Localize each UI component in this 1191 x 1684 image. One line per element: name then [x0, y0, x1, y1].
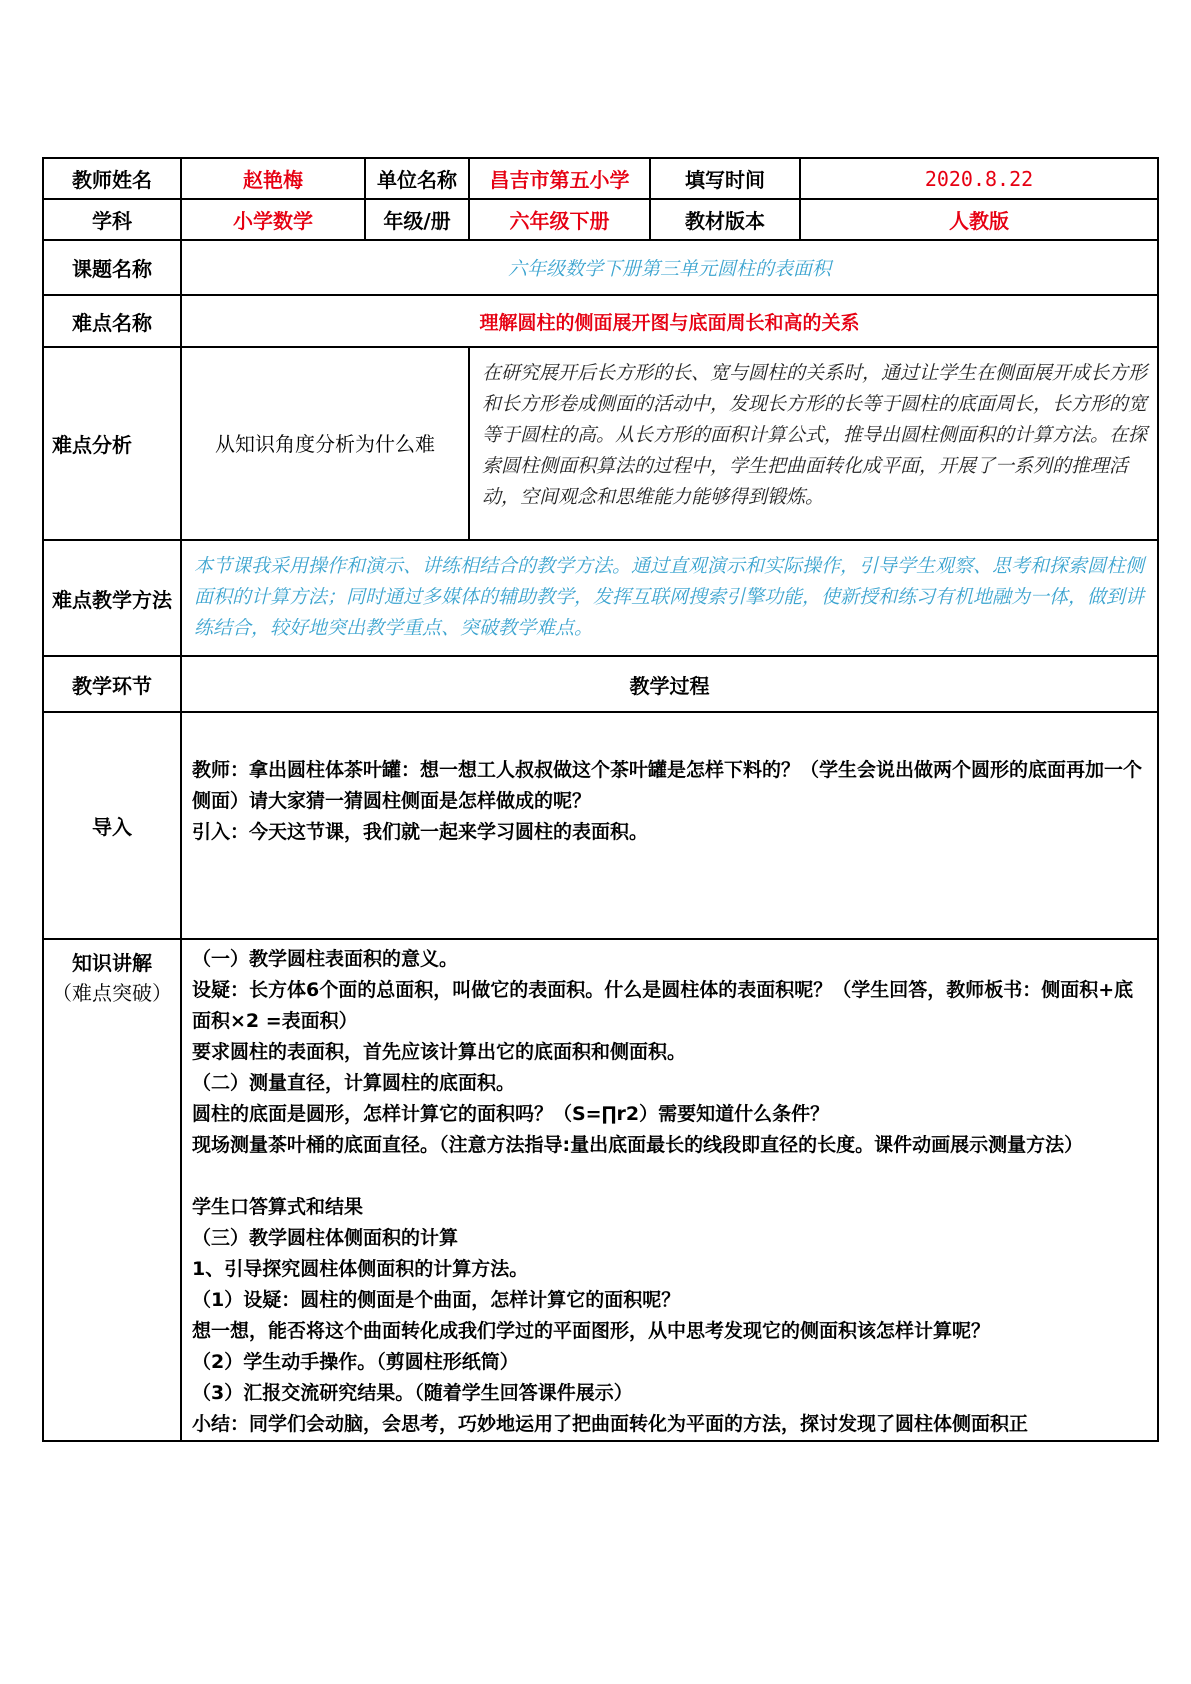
lesson-plan-table [42, 157, 1159, 1442]
date-label: 填写时间 [650, 158, 800, 199]
knowledge-label-line-1: 知识讲解 [72, 951, 152, 975]
knowledge-line: （2）学生动手操作。（剪圆柱形纸筒） [192, 1351, 519, 1373]
analysis-text: 在研究展开后长方形的长、宽与圆柱的关系时，通过让学生在侧面展开成长方形和长方形卷成侧面的活动中，发现长方形的长等于圆柱的底面周长，长方形的宽等于圆柱的高。从长方形的面积计算公式，推导出圆柱侧面积的计算方法。在探索圆柱侧面积算法的过程中，学生把曲面转化成平面，开展了一系列的推理活动，空间观念和思维能力能够得到锻炼。 [469, 347, 1158, 540]
topic-row [43, 240, 1158, 295]
subject-label: 学科 [43, 199, 181, 240]
method-label: 难点教学方法 [43, 540, 181, 656]
knowledge-line: （二）测量直径，计算圆柱的底面积。 [192, 1072, 516, 1094]
knowledge-line: 要求圆柱的表面积，首先应该计算出它的底面积和侧面积。 [192, 1041, 687, 1063]
knowledge-line: 1、引导探究圆柱体侧面积的计算方法。 [192, 1258, 529, 1280]
knowledge-blank-line [192, 1161, 1151, 1192]
teacher-label: 教师姓名 [43, 158, 181, 199]
process-label: 教学过程 [181, 656, 1158, 712]
knowledge-line: 现场测量茶叶桶的底面直径。（注意方法指导:量出底面最长的线段即直径的长度。课件动画展示测量方法） [192, 1134, 1084, 1156]
knowledge-line: 圆柱的底面是圆形，怎样计算它的面积吗？（S=∏r2）需要知道什么条件？ [192, 1103, 830, 1125]
topic-label: 课题名称 [43, 240, 181, 295]
teacher-value: 赵艳梅 [181, 158, 365, 199]
knowledge-line: 设疑：长方体6个面的总面积，叫做它的表面积。什么是圆柱体的表面积呢？（学生回答，教师板书：侧面积+底面积×2 =表面积） [192, 979, 1134, 1032]
header-row-2 [43, 199, 1158, 240]
intro-label: 导入 [43, 712, 181, 939]
stage-label: 教学环节 [43, 656, 181, 712]
knowledge-line: 学生口答算式和结果 [192, 1196, 364, 1218]
analysis-sub-label: 从知识角度分析为什么难 [181, 347, 469, 540]
header-row-1 [43, 158, 1158, 199]
knowledge-label-line-2: （难点突破） [52, 981, 172, 1005]
grade-label: 年级/册 [365, 199, 469, 240]
subject-value: 小学数学 [181, 199, 365, 240]
analysis-row [43, 347, 1158, 540]
method-row [43, 540, 1158, 656]
knowledge-label [43, 939, 181, 1441]
knowledge-line: 小结：同学们会动脑，会思考，巧妙地运用了把曲面转化为平面的方法，探讨发现了圆柱体侧面积正 [192, 1413, 1029, 1435]
analysis-label: 难点分析 [43, 347, 181, 540]
topic-value: 六年级数学下册第三单元圆柱的表面积 [181, 240, 1158, 295]
difficulty-value: 理解圆柱的侧面展开图与底面周长和高的关系 [181, 295, 1158, 347]
knowledge-line: （1）设疑：圆柱的侧面是个曲面，怎样计算它的面积呢？ [192, 1289, 681, 1311]
edition-value: 人教版 [800, 199, 1158, 240]
edition-label: 教材版本 [650, 199, 800, 240]
difficulty-label: 难点名称 [43, 295, 181, 347]
knowledge-line: （3）汇报交流研究结果。（随着学生回答课件展示） [192, 1382, 633, 1404]
intro-line: 教师：拿出圆柱体茶叶罐：想一想工人叔叔做这个茶叶罐是怎样下料的？（学生会说出做两个圆形的底面再加一个侧面）请大家猜一猜圆柱侧面是怎样做成的呢？ [192, 759, 1143, 812]
intro-row [43, 712, 1158, 939]
knowledge-line: 想一想，能否将这个曲面转化成我们学过的平面图形，从中思考发现它的侧面积该怎样计算呢？ [192, 1320, 991, 1342]
intro-body [181, 712, 1158, 939]
knowledge-row [43, 939, 1158, 1441]
knowledge-line: （三）教学圆柱体侧面积的计算 [192, 1227, 459, 1249]
difficulty-row [43, 295, 1158, 347]
date-value: 2020.8.22 [800, 158, 1158, 199]
process-header-row [43, 656, 1158, 712]
method-text: 本节课我采用操作和演示、讲练相结合的教学方法。通过直观演示和实际操作，引导学生观察、思考和探索圆柱侧面积的计算方法；同时通过多媒体的辅助教学，发挥互联网搜索引擎功能，使新授和练习有机地融为一体，做到讲练结合，较好地突出教学重点、突破教学难点。 [181, 540, 1158, 656]
intro-line: 引入：今天这节课，我们就一起来学习圆柱的表面积。 [192, 821, 649, 843]
knowledge-line: （一）教学圆柱表面积的意义。 [192, 948, 459, 970]
knowledge-body [181, 939, 1158, 1441]
unit-label: 单位名称 [365, 158, 469, 199]
grade-value: 六年级下册 [469, 199, 650, 240]
unit-value: 昌吉市第五小学 [469, 158, 650, 199]
